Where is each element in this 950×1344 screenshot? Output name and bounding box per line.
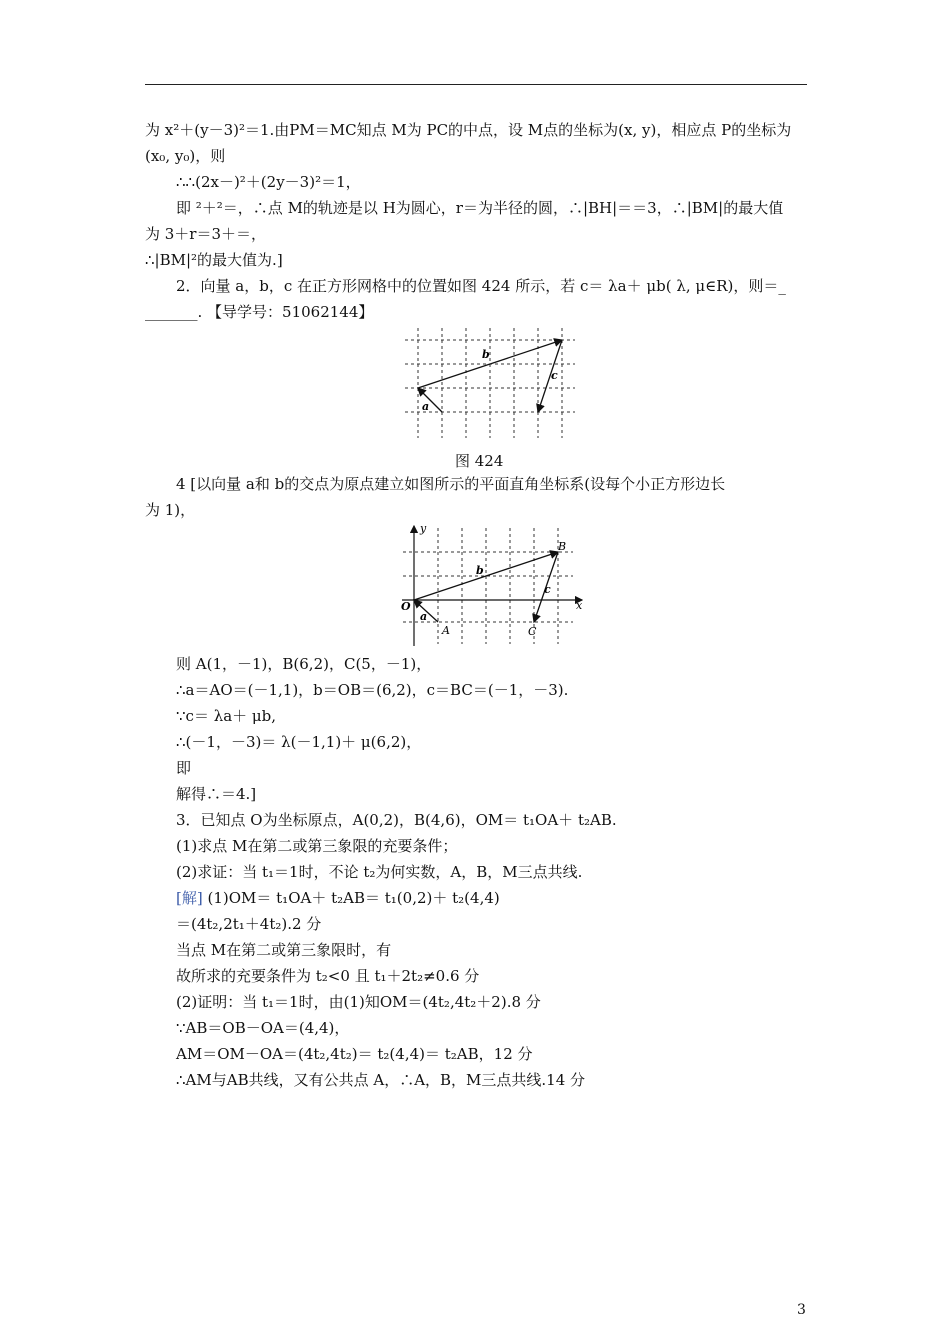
figure-caption: 图 424 — [455, 452, 504, 470]
label-x: x — [576, 599, 583, 612]
text-line: (2)求证：当 t₁＝1时，不论 t₂为何实数，A，B，M三点共线. — [176, 863, 583, 881]
label-a: a — [420, 610, 428, 623]
text-line: 当点 M在第二或第三象限时，有 — [176, 941, 392, 959]
solution-tag: [解] — [176, 889, 203, 907]
text-line: 则 A(1，－1)，B(6,2)，C(5，－1)， — [176, 655, 432, 673]
text-line: 为 3＋r＝3＋＝， — [145, 225, 267, 243]
vector-grid-figure — [400, 328, 580, 440]
text-line: ∴∴(2x－)²＋(2y－3)²＝1， — [176, 173, 361, 191]
text-line: 解得∴＝4.] — [176, 785, 257, 803]
page-number: 3 — [797, 1302, 806, 1318]
label-O: O — [401, 600, 411, 613]
solution-line — [176, 888, 500, 908]
label-A: A — [442, 624, 450, 637]
label-b: b — [476, 564, 484, 577]
text-line: 故所求的充要条件为 t₂<0 且 t₁＋2t₂≠0.6 分 — [176, 967, 480, 985]
text-line: ∵c＝ λa＋ μb, — [176, 707, 277, 725]
header-rule — [145, 84, 807, 85]
text-line: 即 — [176, 759, 192, 777]
question-2: 2．向量 a，b，c 在正方形网格中的位置如图 424 所示，若 c＝ λa＋ μb( λ, μ∈R)，则＝_ — [176, 277, 786, 295]
text-line: (1)求点 M在第二或第三象限的充要条件； — [176, 837, 458, 855]
text-line: ∵AB＝OB－OA＝(4,4)， — [176, 1019, 350, 1037]
text-line: ∴|BM|²的最大值为.] — [145, 251, 283, 269]
text-line: AM＝OM－OA＝(4t₂,4t₂)＝ t₂(4,4)＝ t₂AB，12 分 — [176, 1045, 533, 1063]
vector-c — [538, 340, 562, 412]
label-b: b — [482, 348, 490, 361]
label-c: c — [551, 369, 558, 382]
label-C: C — [528, 625, 537, 638]
text-line: 为 1)， — [145, 501, 196, 519]
text-line: 即 ²＋²＝，∴点 M的轨迹是以 H为圆心，r＝为半径的圆，∴|BH|＝＝3，∴|BM|的最大值 — [176, 199, 784, 217]
text-line: (2)证明：当 t₁＝1时，由(1)知OM＝(4t₂,4t₂＋2).8 分 — [176, 993, 541, 1011]
solution-text: (1)OM＝ t₁OA＋ t₂AB＝ t₁(0,2)＋ t₂(4,4) — [202, 889, 500, 907]
label-B: B — [558, 540, 567, 553]
label-a: a — [422, 400, 430, 413]
text-line: ∴(－1，－3)＝ λ(－1,1)＋ μ(6,2)， — [176, 733, 422, 751]
text-line: 为 x²＋(y－3)²＝1.由PM＝MC知点 M为 PC的中点，设 M点的坐标为(x, y)，相应点 P的坐标为 — [145, 121, 792, 139]
text-line: _______. 【导学号：51062144】 — [145, 303, 374, 321]
text-line: 4 [以向量 a和 b的交点为原点建立如图所示的平面直角坐标系(设每个小正方形边长 — [176, 475, 726, 493]
text-line: ＝(4t₂,2t₁＋4t₂).2 分 — [176, 915, 322, 933]
text-line: ∴AM与AB共线，又有公共点 A，∴A，B，M三点共线.14 分 — [176, 1071, 586, 1089]
coordinate-figure — [398, 520, 590, 646]
text-line: (x₀, y₀)，则 — [145, 147, 226, 165]
text-line: ∴a＝AO＝(－1,1)，b＝OB＝(6,2)，c＝BC＝(－1，－3). — [176, 681, 569, 699]
question-3: 3．已知点 O为坐标原点，A(0,2)，B(4,6)，OM＝ t₁OA＋ t₂AB. — [176, 811, 617, 829]
label-y: y — [420, 522, 427, 535]
label-c: c — [544, 583, 551, 596]
